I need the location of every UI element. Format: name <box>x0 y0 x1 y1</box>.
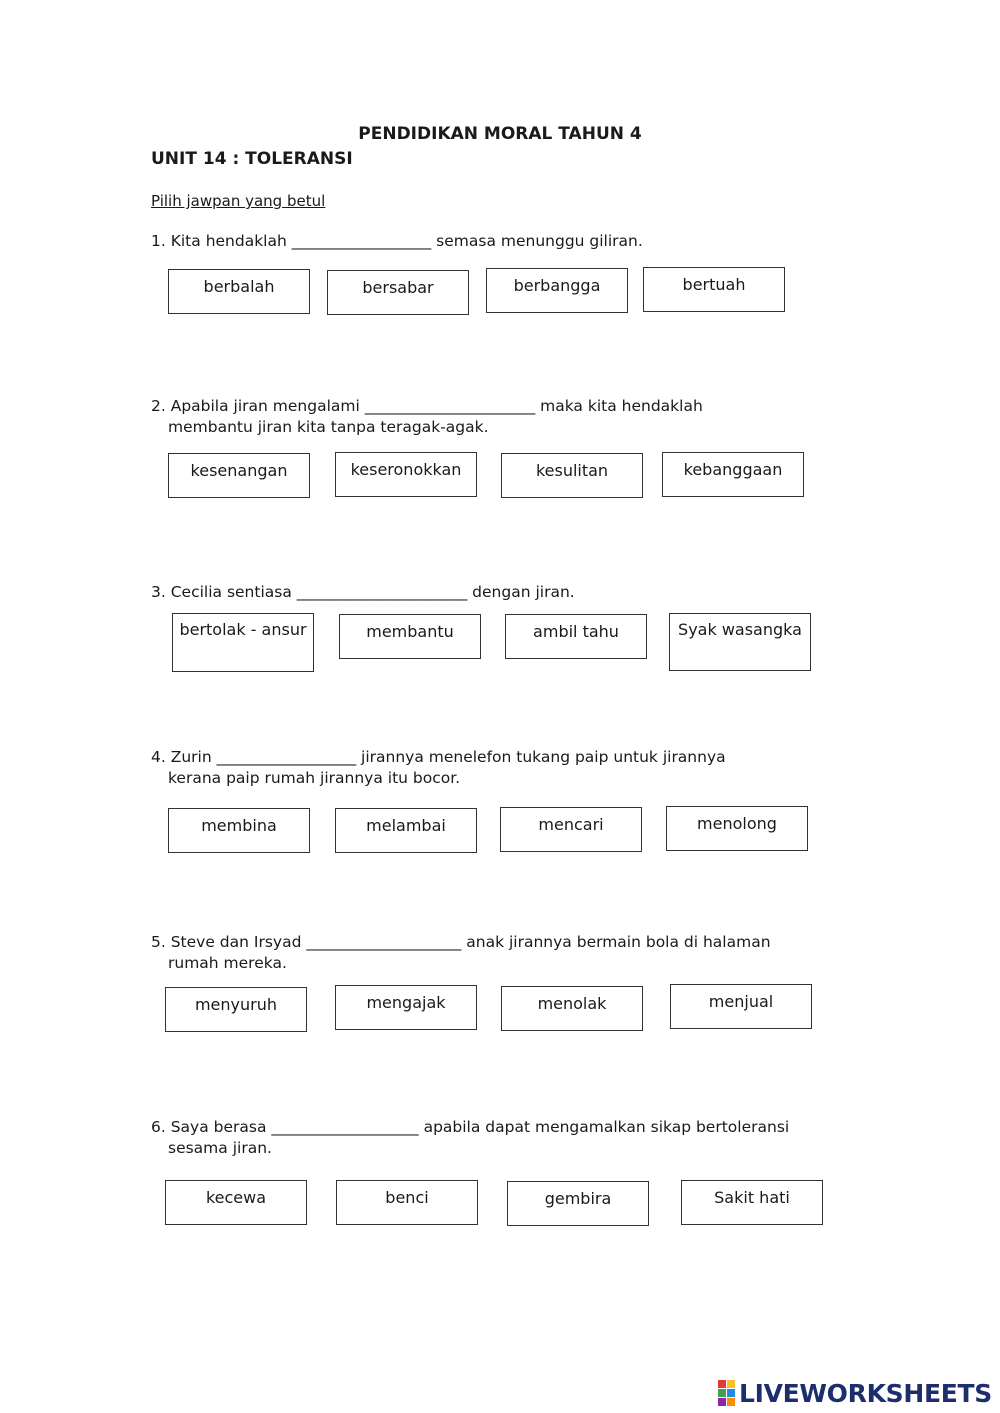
option-button[interactable]: mengajak <box>335 985 477 1030</box>
question-3 <box>151 582 575 603</box>
question-4 <box>151 747 726 789</box>
option-button[interactable]: menjual <box>670 984 812 1029</box>
option-button[interactable]: berbalah <box>168 269 310 314</box>
option-button[interactable]: berbangga <box>486 268 628 313</box>
option-button[interactable]: menyuruh <box>165 987 307 1032</box>
option-button[interactable]: kesenangan <box>168 453 310 498</box>
question-5 <box>151 932 771 974</box>
option-button[interactable]: menolak <box>501 986 643 1031</box>
question-2 <box>151 396 703 438</box>
logo-block <box>718 1389 726 1397</box>
page-title: PENDIDIKAN MORAL TAHUN 4 <box>358 124 642 144</box>
instruction: Pilih jawpan yang betul <box>151 192 326 210</box>
option-button[interactable]: gembira <box>507 1181 649 1226</box>
option-button[interactable]: bertolak - ansur <box>172 613 314 672</box>
option-button[interactable]: kecewa <box>165 1180 307 1225</box>
question-text: 4. Zurin __________________ jirannya menelefon tukang paip untuk jirannya <box>151 748 726 766</box>
unit-heading: UNIT 14 : TOLERANSI <box>151 149 353 169</box>
question-text: 1. Kita hendaklah __________________ semasa menunggu giliran. <box>151 232 643 250</box>
option-button[interactable]: Sakit hati <box>681 1180 823 1225</box>
option-button[interactable]: benci <box>336 1180 478 1225</box>
question-text: 3. Cecilia sentiasa ______________________ dengan jiran. <box>151 583 575 601</box>
logo-block <box>727 1380 735 1388</box>
question-text-continued: rumah mereka. <box>168 954 287 972</box>
question-1 <box>151 231 643 252</box>
logo-block <box>727 1389 735 1397</box>
liveworksheets-logo <box>718 1378 992 1408</box>
option-button[interactable]: mencari <box>500 807 642 852</box>
question-text: 2. Apabila jiran mengalami ______________________ maka kita hendaklah <box>151 397 703 415</box>
question-text: 5. Steve dan Irsyad ____________________ anak jirannya bermain bola di halaman <box>151 933 771 951</box>
option-button[interactable]: keseronokkan <box>335 452 477 497</box>
question-6 <box>151 1117 789 1159</box>
logo-block <box>718 1398 726 1406</box>
question-text: 6. Saya berasa ___________________ apabila dapat mengamalkan sikap bertoleransi <box>151 1118 790 1136</box>
option-button[interactable]: ambil tahu <box>505 614 647 659</box>
option-button[interactable]: kebanggaan <box>662 452 804 497</box>
question-text-continued: kerana paip rumah jirannya itu bocor. <box>168 769 461 787</box>
question-text-continued: membantu jiran kita tanpa teragak-agak. <box>168 418 489 436</box>
logo-text: LIVEWORKSHEETS <box>738 1378 992 1408</box>
option-button[interactable]: menolong <box>666 806 808 851</box>
logo-blocks-icon <box>718 1380 735 1406</box>
question-text-continued: sesama jiran. <box>168 1139 272 1157</box>
option-button[interactable]: melambai <box>335 808 477 853</box>
option-button[interactable]: membina <box>168 808 310 853</box>
option-button[interactable]: bertuah <box>643 267 785 312</box>
option-button[interactable]: kesulitan <box>501 453 643 498</box>
logo-block <box>727 1398 735 1406</box>
option-button[interactable]: membantu <box>339 614 481 659</box>
option-button[interactable]: bersabar <box>327 270 469 315</box>
option-button[interactable]: Syak wasangka <box>669 613 811 671</box>
logo-block <box>718 1380 726 1388</box>
